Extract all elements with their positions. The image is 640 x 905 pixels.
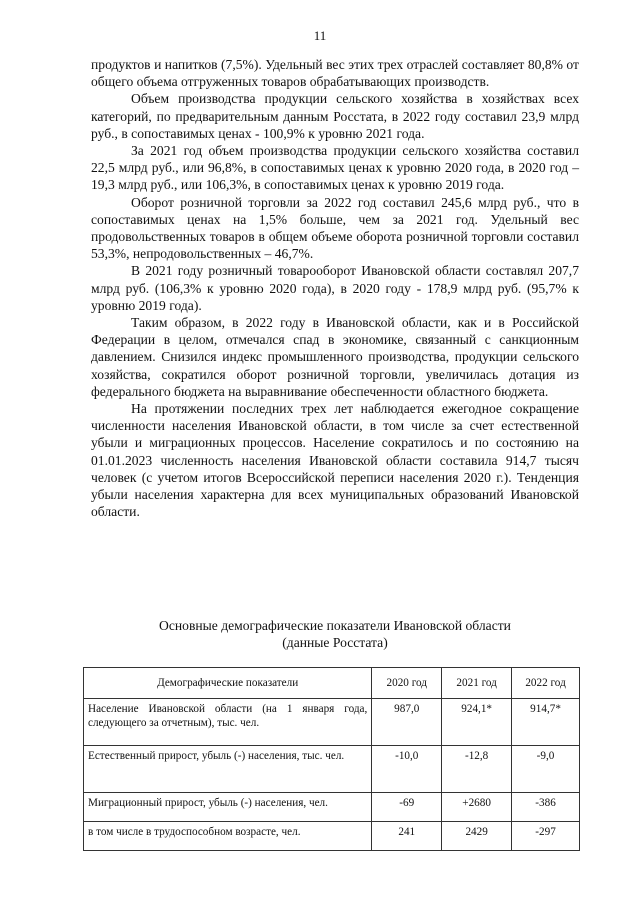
row-value-2022: -386: [512, 793, 580, 822]
table-caption: [91, 617, 579, 651]
row-value-2020: 987,0: [372, 699, 442, 746]
body-text: [91, 56, 579, 520]
table-row: [84, 699, 580, 746]
table-row: [84, 822, 580, 851]
paragraph-6: Таким образом, в 2022 году в Ивановской области, как и в Российской Федерации в целом, отмечался спад в экономике, связанный с санкционным давлением. Снизился индекс промышленного производства, продукции сельского хозяйства, сократился оборот розничной торговли, увеличилась дотация из федерального бюджета на выравнивание обеспеченности областного бюджета.: [91, 315, 579, 399]
table-caption-title: Основные демографические показатели Ивановской области: [159, 618, 511, 633]
row-value-2022: 914,7*: [512, 699, 580, 746]
row-value-2021: 924,1*: [442, 699, 512, 746]
table-caption-source: (данные Росстата): [282, 635, 388, 651]
paragraph-3: За 2021 год объем производства продукции сельского хозяйства составил 22,5 млрд руб., или 96,8%, в сопоставимых ценах к уровню 2020 года, в 2020 год – 19,3 млрд руб., или 106,3%, в сопоставимых ценах к уровню 2019 года.: [91, 143, 579, 193]
table-row: [84, 793, 580, 822]
row-value-2020: -69: [372, 793, 442, 822]
row-indicator: Естественный прирост, убыль (-) населения, тыс. чел.: [84, 746, 372, 793]
table-header-row: [84, 668, 580, 699]
row-indicator: Население Ивановской области (на 1 января года, следующего за отчетным), тыс. чел.: [84, 699, 372, 746]
row-value-2021: -12,8: [442, 746, 512, 793]
paragraph-7: На протяжении последних трех лет наблюдается ежегодное сокращение численности населения Ивановской области, в том числе за счет естественной убыли и миграционных процессов. Население сократилось и по состоянию на 01.01.2023 численность населения Ивановской области составила 914,7 тысяч человек (с учетом итогов Всероссийской переписи населения 2020 г.). Тенденция убыли населения характерна для всех муниципальных образований Ивановской области.: [91, 401, 579, 520]
header-2021: 2021 год: [442, 668, 512, 699]
row-value-2021: 2429: [442, 822, 512, 851]
paragraph-5: В 2021 году розничный товарооборот Ивановской области составлял 207,7 млрд руб. (106,3% к уровню 2020 года), в 2020 году - 178,9 млрд руб. (95,7% к уровню 2019 года).: [91, 263, 579, 313]
header-2022: 2022 год: [512, 668, 580, 699]
row-value-2021: +2680: [442, 793, 512, 822]
row-value-2022: -297: [512, 822, 580, 851]
paragraph-4: Оборот розничной торговли за 2022 год составил 245,6 млрд руб., что в сопоставимых ценах на 1,5% больше, чем за 2021 год. Удельный вес продовольственных товаров в общем объеме оборота розничной торговли составил 53,3%, непродовольственных – 46,7%.: [91, 194, 579, 262]
header-2020: 2020 год: [372, 668, 442, 699]
row-indicator: в том числе в трудоспособном возрасте, чел.: [84, 822, 372, 851]
row-value-2020: 241: [372, 822, 442, 851]
header-indicator: Демографические показатели: [84, 668, 372, 699]
paragraph-1: продуктов и напитков (7,5%). Удельный вес этих трех отраслей составляет 80,8% от общего объема отгруженных товаров обрабатывающих производств.: [91, 57, 579, 90]
demographic-table: [83, 667, 580, 851]
row-value-2020: -10,0: [372, 746, 442, 793]
row-value-2022: -9,0: [512, 746, 580, 793]
row-indicator: Миграционный прирост, убыль (-) населения, чел.: [84, 793, 372, 822]
paragraph-2: Объем производства продукции сельского хозяйства в хозяйствах всех категорий, по предварительным данным Росстата, в 2022 году составил 23,9 млрд руб., в сопоставимых ценах - 100,9% к уровню 2021 года.: [91, 91, 579, 141]
page-number: 11: [313, 28, 327, 43]
table-row: [84, 746, 580, 793]
